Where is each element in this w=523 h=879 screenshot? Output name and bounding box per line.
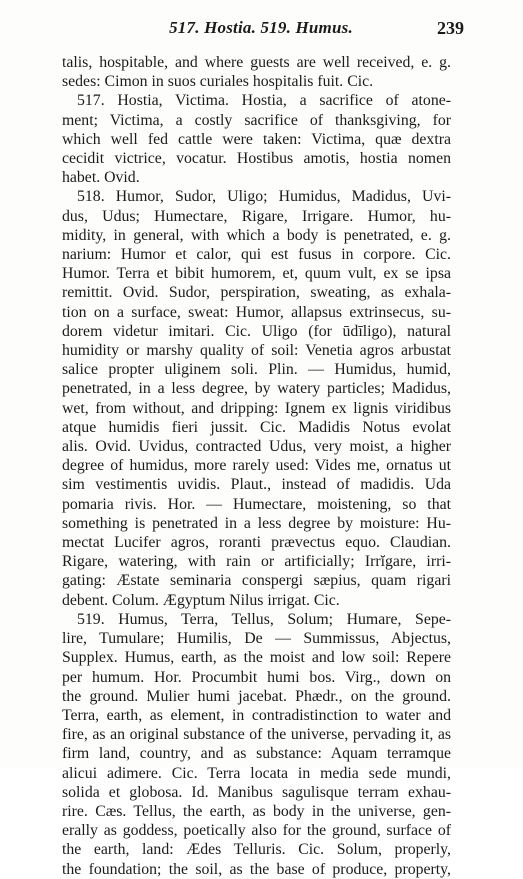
text-line: fire, as an original substance of the universe, pervading it, as bbox=[62, 726, 451, 744]
text-line: tion on a surface, sweat: Humor, allapsus extrinsecus, su- bbox=[62, 303, 451, 321]
text-line: gating: Æstate seminaria conspergi sæpius, quam rigari bbox=[62, 572, 451, 590]
text-line: per humum. Hor. Procumbit humi bos. Virg., down on bbox=[62, 668, 451, 686]
text-line: mectat Lucifer agros, roranti prævectus equo. Claudian. bbox=[62, 534, 451, 552]
text-line: atque humidis fieri jussit. Cic. Madidis Notus evolat bbox=[62, 418, 451, 436]
text-line: talis, hospitable, and where guests are well received, e. g. bbox=[62, 54, 451, 71]
text-line: pomaria rivis. Hor. — Humectare, moistening, so that bbox=[62, 495, 451, 513]
text-line: Humor. Terra et bibit humorem, et, quum vult, ex se ipsa bbox=[62, 265, 451, 283]
text-line: dorem videtur imitari. Cic. Uligo (for ūdīligo), natural bbox=[62, 322, 451, 340]
text-line: the ground. Mulier humi jacebat. Phædr., on the ground. bbox=[62, 687, 451, 705]
text-line: solida et globosa. Id. Manibus sagulisque terram exhau- bbox=[62, 783, 451, 801]
text-line: something is penetrated in a less degree by moisture: Hu- bbox=[62, 514, 451, 532]
text-line: firm land, country, and as substance: Aquam terramque bbox=[62, 745, 451, 763]
text-line: which well fed cattle were taken: Victima, quæ dextra bbox=[62, 130, 451, 148]
text-line: alicui adimere. Cic. Terra locata in media sede mundi, bbox=[62, 764, 451, 782]
text-line: debent. Colum. Ægyptum Nilus irrigat. Cic. bbox=[62, 591, 340, 609]
text-line: the earth, land: Ædes Telluris. Cic. Solum, properly, bbox=[62, 841, 451, 859]
text-line: penetrated, in a less degree, by watery particles; Madidus, bbox=[62, 380, 451, 398]
text-line: cecidit victrice, vocatur. Hostibus amotis, hostia nomen bbox=[62, 150, 451, 168]
body-text bbox=[62, 53, 451, 879]
text-line: Terra, earth, as element, in contradistinction to water and bbox=[62, 706, 451, 724]
text-line: salice propter uliginem soli. Plin. — Humidus, humid, bbox=[62, 361, 451, 379]
text-line: habet. Ovid. bbox=[62, 169, 140, 187]
text-line: 518. Humor, Sudor, Uligo; Humidus, Madidus, Uvi- bbox=[77, 188, 451, 206]
text-line: narium: Humor et calor, qui est fusus in corpore. Cic. bbox=[62, 246, 451, 264]
text-line: rire. Cæs. Tellus, the earth, as body in the universe, gen- bbox=[62, 802, 451, 820]
page-number: 239 bbox=[437, 18, 464, 38]
text-line: dus, Udus; Humectare, Rigare, Irrigare. Humor, hu- bbox=[62, 207, 451, 225]
text-line: sim vestimentis uvidis. Plaut., instead of madidis. Uda bbox=[62, 476, 451, 494]
text-line: remittit. Ovid. Sudor, perspiration, sweating, as exhala- bbox=[62, 284, 451, 302]
text-line: alis. Ovid. Uvidus, contracted Udus, very moist, a higher bbox=[62, 438, 451, 456]
text-line: ment; Victima, a costly sacrifice of thanksgiving, for bbox=[62, 111, 451, 129]
text-line: 519. Humus, Terra, Tellus, Solum; Humare, Sepe- bbox=[77, 610, 451, 628]
text-line: humidity or marshy quality of soil: Venetia agros arbustat bbox=[62, 342, 451, 360]
text-line: lire, Tumulare; Humilis, De — Summissus, Abjectus, bbox=[62, 630, 451, 648]
text-line: degree of humidus, more rarely used: Vides me, ornatus ut bbox=[62, 457, 451, 475]
text-line: Rigare, watering, with rain or artificially; Irrĭgare, irri- bbox=[62, 553, 451, 571]
text-line: erally as goddess, poetically also for the ground, surface of bbox=[62, 822, 451, 840]
page-header bbox=[62, 18, 464, 42]
text-line: wet, from without, and dripping: Ignem ex lignis viridibus bbox=[62, 399, 451, 417]
running-head: 517. Hostia. 519. Humus. bbox=[169, 18, 353, 37]
text-line: sedes: Cimon in suos curiales hospitalis fuit. Cic. bbox=[62, 73, 374, 91]
text-line: 517. Hostia, Victima. Hostia, a sacrifice of atone- bbox=[77, 92, 451, 110]
text-line: midity, in general, with which a body is penetrated, e. g. bbox=[62, 226, 451, 244]
text-line: Supplex. Humus, earth, as the moist and low soil: Repere bbox=[62, 649, 451, 667]
text-line: the foundation; the soil, as the base of produce, property, bbox=[62, 860, 451, 878]
